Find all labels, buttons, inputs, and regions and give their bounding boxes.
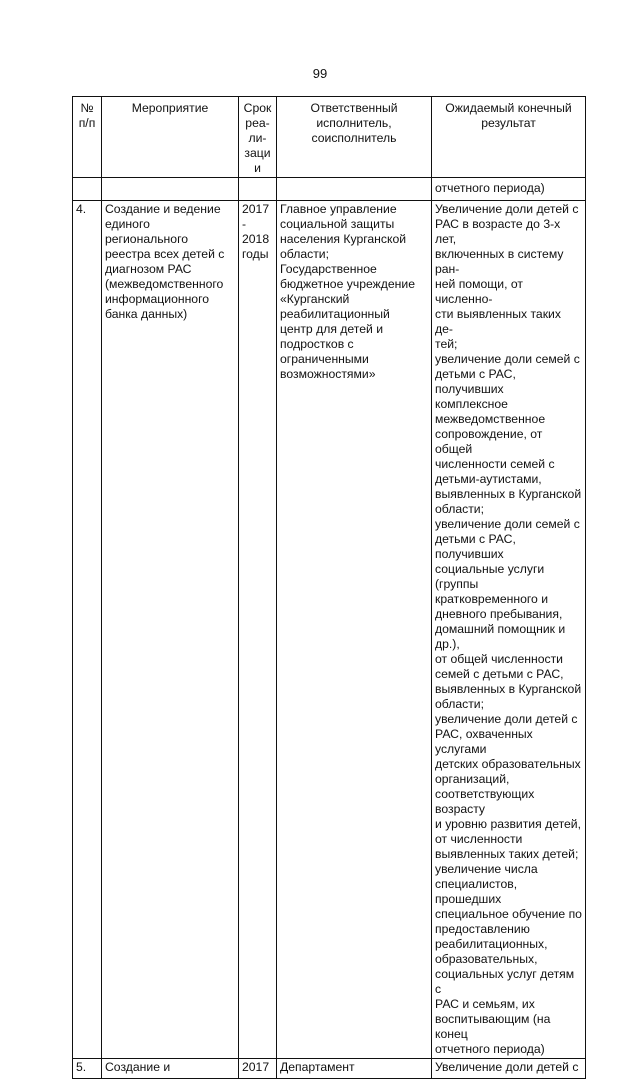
text-line: от численности <box>435 832 523 846</box>
text-line: РАС, охваченных услугами <box>435 727 533 756</box>
row4-result <box>432 201 586 1059</box>
text-line: Главное управление <box>280 202 397 216</box>
text-line: социальных услуг детям с <box>435 967 575 996</box>
text-line: РАС в возрасте до 3-х лет, <box>435 217 561 246</box>
header-event: Мероприятие <box>102 97 239 178</box>
text-line: Создание и ведение <box>105 202 221 216</box>
text-line: социальные услуги (группы <box>435 562 545 591</box>
continuation-num <box>73 178 102 201</box>
text-line: реабилитационных, <box>435 937 548 951</box>
header-responsible: Ответственный исполнитель, соисполнитель <box>277 97 432 178</box>
continuation-event <box>102 178 239 201</box>
text-line: увеличение доли семей с <box>435 517 580 531</box>
text-line: информационного <box>105 292 210 306</box>
text-line: специалистов, прошедших <box>435 877 518 906</box>
row4-responsible <box>277 201 432 1059</box>
row4-num: 4. <box>73 201 102 1059</box>
text-line: ней помощи, от численно- <box>435 277 523 306</box>
header-term: Срок реа- ли- зации <box>239 97 277 178</box>
row4-term <box>239 201 277 1059</box>
continuation-result: отчетного периода) <box>432 178 586 201</box>
text-line: выявленных таких детей; <box>435 847 579 861</box>
text-line: детьми с РАС, получивших <box>435 532 516 561</box>
text-line: детьми с РАС, получивших <box>435 367 516 396</box>
text-line: ограниченными <box>280 352 369 366</box>
text-line: сопровождение, от общей <box>435 427 543 456</box>
text-line: «Курганский <box>280 292 350 306</box>
text-line: отчетного периода) <box>435 1042 545 1056</box>
text-line: сти выявленных таких де- <box>435 307 561 336</box>
text-line: области; <box>280 247 329 261</box>
row5-term: 2017 <box>239 1059 277 1079</box>
text-line: межведомственное <box>435 412 546 426</box>
continuation-row <box>73 178 586 201</box>
text-line: детских образовательных <box>435 757 581 771</box>
text-line: образовательных, <box>435 952 538 966</box>
header-result: Ожидаемый конечный результат <box>432 97 586 178</box>
text-line: 2017 <box>242 202 270 216</box>
row5-event: Создание и <box>102 1059 239 1079</box>
text-line: Государственное <box>280 262 377 276</box>
text-line: социальной защиты <box>280 217 395 231</box>
text-line: области; <box>435 502 484 516</box>
continuation-term <box>239 178 277 201</box>
text-line: выявленных в Курганской <box>435 682 582 696</box>
text-line: реестра всех детей с <box>105 247 225 261</box>
text-line: детьми-аутистами, <box>435 472 542 486</box>
text-line: реабилитационный <box>280 307 390 321</box>
text-line: РАС и семьям, их <box>435 997 535 1011</box>
text-line: населения Курганской <box>280 232 407 246</box>
text-line: возможностями» <box>280 367 376 381</box>
text-line: (межведомственного <box>105 277 224 291</box>
table-row-5 <box>73 1059 586 1079</box>
text-line: и уровню развития детей, <box>435 817 582 831</box>
row4-event <box>102 201 239 1059</box>
text-line: воспитывающим (на конец <box>435 1012 551 1041</box>
text-line: единого <box>105 217 150 231</box>
text-line: диагнозом РАС <box>105 262 192 276</box>
text-line: годы <box>242 247 269 261</box>
row5-responsible: Департамент <box>277 1059 432 1079</box>
row5-num: 5. <box>73 1059 102 1079</box>
text-line: тей; <box>435 337 458 351</box>
text-line: дневного пребывания, <box>435 607 563 621</box>
text-line: регионального <box>105 232 189 246</box>
text-line: от общей численности <box>435 652 563 666</box>
text-line: численности семей с <box>435 457 555 471</box>
text-line: банка данных) <box>105 307 188 321</box>
table-row-4 <box>73 201 586 1059</box>
text-line: специальное обучение по <box>435 907 582 921</box>
text-line: комплексное <box>435 397 508 411</box>
text-line: Увеличение доли детей с <box>435 202 579 216</box>
page-number: 99 <box>312 66 328 81</box>
text-line: - <box>242 217 247 231</box>
text-line: включенных в систему ран- <box>435 247 564 276</box>
text-line: увеличение числа <box>435 862 538 876</box>
text-line: соответствующих возрасту <box>435 787 535 816</box>
text-line: увеличение доли семей с <box>435 352 580 366</box>
text-line: предоставлению <box>435 922 530 936</box>
text-line: увеличение доли детей с <box>435 712 578 726</box>
text-line: организаций, <box>435 772 510 786</box>
text-line: домашний помощник и др.), <box>435 622 566 651</box>
text-line: подростков с <box>280 337 354 351</box>
text-line: выявленных в Курганской <box>435 487 582 501</box>
continuation-responsible <box>277 178 432 201</box>
text-line: бюджетное учреждение <box>280 277 415 291</box>
text-line: кратковременного и <box>435 592 549 606</box>
text-line: центр для детей и <box>280 322 384 336</box>
text-line: 2018 <box>242 232 270 246</box>
text-line: области; <box>435 697 484 711</box>
header-num: № п/п <box>73 97 102 178</box>
plan-table <box>72 96 586 1079</box>
row5-result: Увеличение доли детей с <box>432 1059 586 1079</box>
header-row <box>73 97 586 178</box>
text-line: семей с детьми с РАС, <box>435 667 564 681</box>
